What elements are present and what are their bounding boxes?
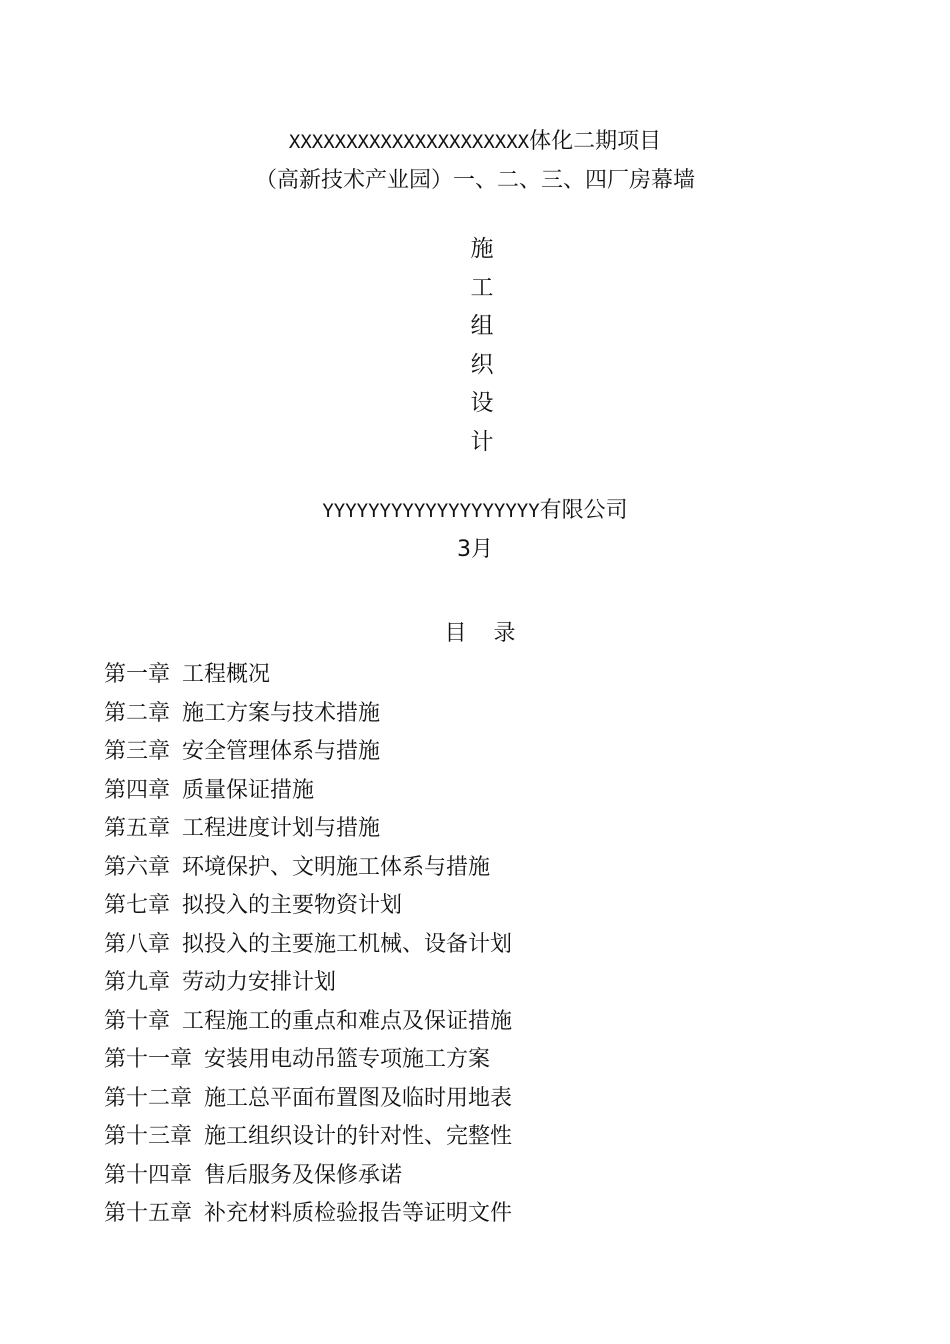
company-name	[0, 496, 950, 526]
toc-chapter-title: 补充材料质检验报告等证明文件	[204, 1201, 513, 1226]
toc-chapter-number: 第二章	[104, 700, 171, 726]
toc-chapter-title: 安全管理体系与措施	[182, 739, 381, 764]
doc-type-char: 织	[470, 352, 494, 378]
toc-chapter-title: 工程进度计划与措施	[182, 816, 381, 841]
toc-chapter-number: 第六章	[104, 854, 171, 880]
project-code: XXXXXXXXXXXXXXXXXXXXX	[288, 131, 530, 153]
project-title-text: 体化二期项目	[529, 129, 662, 154]
toc-item	[104, 656, 512, 695]
toc-item	[104, 1080, 512, 1119]
toc-chapter-number: 第十章	[104, 1008, 171, 1034]
toc-chapter-number: 第十一章	[104, 1047, 193, 1072]
doc-type-char: 设	[470, 390, 494, 416]
toc-chapter-title: 拟投入的主要物资计划	[182, 893, 403, 918]
company-code: YYYYYYYYYYYYYYYYYYY	[322, 500, 540, 522]
toc-chapter-number: 第九章	[104, 970, 171, 995]
toc-chapter-title: 施工组织设计的针对性、完整性	[204, 1124, 513, 1149]
doc-type-char: 工	[470, 275, 494, 301]
toc-chapter-number: 第十三章	[104, 1124, 193, 1149]
toc-item	[104, 810, 512, 849]
toc-chapter-number: 第十四章	[104, 1162, 193, 1188]
toc-chapter-number: 第三章	[104, 739, 171, 764]
toc-chapter-title: 工程施工的重点和难点及保证措施	[182, 1008, 513, 1034]
toc-title: 目 录	[444, 621, 526, 646]
toc-chapter-number: 第十五章	[104, 1201, 193, 1226]
toc-item	[104, 887, 512, 926]
toc-chapter-title: 安装用电动吊篮专项施工方案	[204, 1047, 491, 1072]
toc-item	[104, 926, 512, 965]
toc-chapter-title: 拟投入的主要施工机械、设备计划	[182, 931, 513, 957]
toc-chapter-title: 施工总平面布置图及临时用地表	[204, 1085, 513, 1111]
toc-chapter-number: 第一章	[104, 662, 171, 687]
toc-item	[104, 1118, 512, 1157]
toc-chapter-title: 劳动力安排计划	[182, 970, 337, 995]
toc-chapter-number: 第四章	[104, 777, 171, 803]
toc-item	[104, 772, 512, 811]
document-date	[0, 535, 950, 565]
toc-chapter-number: 第七章	[104, 893, 171, 918]
toc-chapter-number: 第十二章	[104, 1085, 193, 1111]
toc-item	[104, 1041, 512, 1080]
doc-type-char: 施	[470, 236, 494, 262]
project-title-line2: （高新技术产业园）一、二、三、四厂房幕墙	[254, 168, 695, 193]
table-of-contents	[104, 656, 512, 1234]
toc-item	[104, 849, 512, 888]
toc-chapter-title: 售后服务及保修承诺	[204, 1162, 403, 1188]
toc-chapter-title: 环境保护、文明施工体系与措施	[182, 854, 491, 880]
toc-item	[104, 964, 512, 1003]
toc-item	[104, 1003, 512, 1042]
company-suffix: 有限公司	[539, 498, 628, 523]
toc-item	[104, 733, 512, 772]
toc-item	[104, 1157, 512, 1196]
toc-chapter-number: 第八章	[104, 931, 171, 957]
toc-chapter-title: 施工方案与技术措施	[182, 700, 381, 726]
toc-chapter-title: 工程概况	[182, 662, 271, 687]
doc-type-char: 组	[470, 313, 494, 339]
project-title-line1	[0, 127, 950, 157]
toc-item	[104, 1195, 512, 1234]
toc-item	[104, 695, 512, 734]
date-text: 3月	[457, 537, 493, 562]
toc-chapter-title: 质量保证措施	[182, 777, 315, 803]
doc-type-char: 计	[470, 429, 494, 455]
toc-chapter-number: 第五章	[104, 816, 171, 841]
